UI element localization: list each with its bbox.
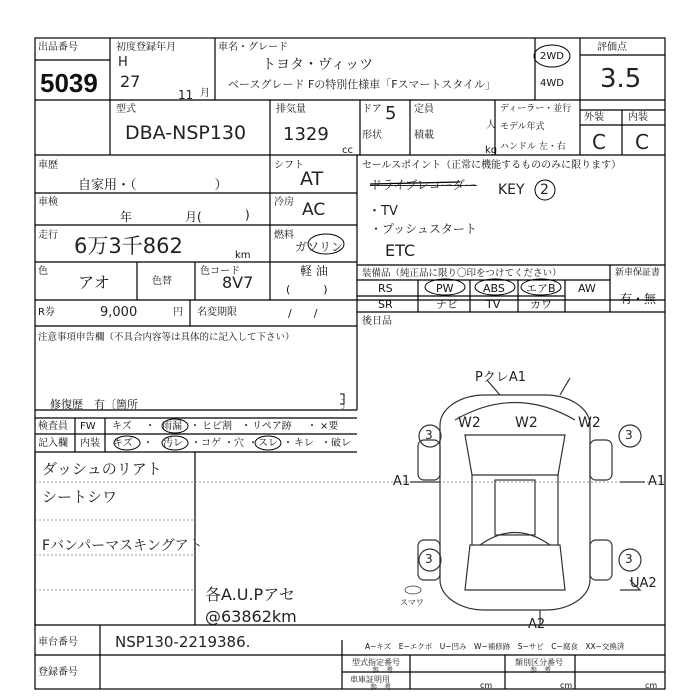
shaken-close: ) — [245, 208, 250, 222]
capacity-unit: 人 — [486, 120, 496, 131]
color-label: 色 — [38, 266, 48, 277]
first-reg-label: 初度登録年月 — [116, 42, 176, 53]
new-cert-value: 有・無 — [620, 292, 657, 306]
car-grade: ベースグレード Fの特別仕様車「Fスマートスタイル」 — [228, 78, 497, 91]
sales-key: KEY — [498, 182, 525, 198]
insp-r2-6: 穴 — [234, 438, 244, 449]
sales-key-count: 2 — [540, 182, 549, 198]
mark-3-tr: 3 — [625, 428, 633, 442]
note-1: ダッシュのリアト — [42, 460, 162, 478]
color-code-label: 色コード — [200, 266, 240, 277]
insp-r2-5: ・ — [224, 438, 234, 449]
car-name-label: 車名・グレード — [218, 42, 288, 53]
insp-r1-3: ・ — [190, 421, 200, 432]
fuel-value: ガソリン — [295, 240, 344, 254]
inspection-label2: 記入欄 — [38, 438, 68, 449]
mark-sumawa: スマワ — [400, 598, 424, 607]
cargo-label: 積載 — [414, 130, 434, 141]
mark-a1-left: A1 — [393, 474, 411, 489]
insp-r2-4: コゲ — [201, 438, 221, 449]
color-value: アオ — [78, 273, 110, 292]
eval-label: 評価点 — [597, 42, 627, 53]
model-label: 型式 — [116, 104, 136, 115]
note-3: Fバンパーマスキングアト — [42, 538, 203, 554]
type-num-label: 型式指定番号 — [352, 658, 400, 667]
insp-r1-5: ・ — [241, 421, 251, 432]
inspection-int: 内装 — [80, 438, 100, 449]
sales-tv: ・TV — [368, 204, 398, 219]
fuel-label: 燃料 — [274, 230, 294, 241]
capacity-label: 定員 — [414, 104, 434, 115]
fuel-other: ( ) — [286, 283, 328, 296]
drive-2wd: 2WD — [540, 51, 564, 62]
mark-3-br: 3 — [625, 552, 633, 566]
displacement-value: 1329 — [283, 124, 329, 145]
repair-history: 修復歴 有〔箇所 — [50, 398, 138, 411]
garage-label: 車庫証明用 — [350, 675, 390, 684]
recycle-label: R券 — [38, 307, 55, 318]
new-cert-label: 新車保証書 — [615, 268, 661, 278]
first-reg-era: H — [118, 55, 128, 70]
sales-label: セールスポイント（正常に機能するもののみに限ります） — [362, 160, 622, 171]
insp-r2-12: 破レ — [331, 438, 351, 449]
chassis-label: 車台番号 — [38, 637, 78, 648]
insp-r1-7: ・ — [307, 421, 317, 432]
insp-r1-8: ×要 — [320, 421, 339, 432]
mark-top: PクレA1 — [475, 370, 527, 385]
displacement-unit: cc — [342, 145, 353, 156]
cm-1: cm — [480, 681, 493, 690]
garage-sub: 参 考 — [370, 683, 391, 691]
equip-airbag: エアB — [526, 282, 556, 295]
int-label: 内装 — [628, 112, 648, 123]
shift-label: シフト — [274, 160, 304, 171]
recycle-unit: 円 — [173, 307, 183, 318]
insp-r1-6: リペア跡 — [252, 421, 292, 432]
note-5: @63862km — [205, 607, 297, 626]
mark-ua2: UA2 — [630, 576, 657, 591]
repair-close: 〕 — [341, 398, 352, 411]
mark-w2-right: W2 — [578, 415, 601, 431]
insp-r1-2: 雨漏 — [162, 421, 182, 432]
insp-r2-2: 汚レ — [163, 438, 183, 449]
note-2: シートシワ — [42, 488, 118, 506]
equip-leather: カワ — [530, 298, 552, 311]
insp-r2-3: ・ — [191, 438, 201, 449]
mileage-label: 走行 — [38, 230, 58, 241]
first-reg-month-unit: 月 — [200, 88, 210, 99]
sales-struck: ドライブレコーダー — [370, 178, 477, 192]
insp-r2-7: ・ — [248, 438, 258, 449]
shaken-month: 月( — [185, 210, 202, 224]
mark-w2-left: W2 — [458, 415, 481, 431]
history-label: 車歴 — [38, 160, 58, 171]
damage-legend: A−キズ E−エクボ U−凹み W−補修跡 S−サビ C−腐食 XX−交換済 — [365, 642, 625, 651]
sales-push: ・プッシュスタート — [370, 222, 477, 236]
first-reg-month: 11 — [178, 88, 194, 102]
shaken-label: 車検 — [38, 197, 58, 208]
insp-r1-1: ・ — [145, 421, 155, 432]
first-reg-year: 27 — [120, 72, 141, 91]
mark-w2-center: W2 — [515, 415, 538, 431]
ac-value: AC — [302, 200, 326, 220]
class-num-sub: 参 考 — [530, 666, 551, 674]
insp-r2-0: キズ — [113, 438, 133, 449]
shape-label: 形状 — [362, 130, 382, 141]
postdate-label: 後日品 — [362, 316, 392, 327]
notes-label: 注意事項申告欄（不具合内容等は具体的に記入して下さい） — [38, 332, 295, 343]
equip-pw: PW — [436, 282, 454, 295]
ac-label: 冷房 — [274, 197, 294, 208]
color-code: 8V7 — [222, 273, 254, 292]
insp-r1-4: ヒビ割 — [202, 421, 232, 432]
class-num-label: 類別区分番号 — [515, 658, 563, 667]
insp-r2-8: スレ — [258, 438, 278, 449]
equip-navi: ナビ — [436, 298, 458, 311]
lot-number: 5039 — [40, 68, 98, 98]
mark-a2: A2 — [528, 617, 546, 632]
doors-label: ドア — [362, 104, 382, 115]
ext-value: C — [592, 130, 606, 154]
int-value: C — [635, 130, 649, 154]
model-year-label: モデル年式 — [500, 122, 545, 132]
name-change-value: / / — [288, 307, 318, 320]
history-value: 自家用・（ ） — [78, 178, 228, 193]
insp-r2-1: ・ — [143, 438, 153, 449]
mark-a1-right: A1 — [648, 474, 666, 489]
model-value: DBA-NSP130 — [125, 122, 247, 144]
insp-r2-11: ・ — [321, 438, 331, 449]
insp-r2-10: キレ — [294, 438, 314, 449]
mark-3-bl: 3 — [425, 552, 433, 566]
equip-sr: SR — [378, 298, 393, 311]
chassis-value: NSP130-2219386. — [115, 633, 251, 651]
note-4: 各A.U.Pアセ — [205, 585, 296, 604]
color-change-label: 色替 — [152, 276, 172, 287]
mark-3-tl: 3 — [425, 428, 433, 442]
drive-4wd: 4WD — [540, 78, 564, 89]
equip-aw: AW — [578, 282, 596, 295]
cm-3: cm — [645, 681, 658, 690]
insp-r1-0: キズ — [112, 421, 132, 432]
mileage-unit: km — [235, 250, 251, 261]
sales-etc: ETC — [385, 241, 416, 260]
lot-label: 出品番号 — [38, 42, 78, 53]
equip-abs: ABS — [483, 282, 505, 295]
displacement-label: 排気量 — [276, 104, 306, 115]
shift-value: AT — [300, 168, 324, 190]
cm-2: cm — [560, 681, 573, 690]
cargo-unit: kg — [485, 145, 498, 156]
mileage-value: 6万3千862 — [74, 234, 183, 258]
handle-label: ハンドル 左・右 — [500, 142, 566, 152]
inspection-fw: FW — [80, 421, 96, 432]
fuel-diesel: 軽 油 — [300, 264, 328, 278]
equip-label: 装備品（純正品に限り〇印をつけてください） — [362, 268, 562, 279]
shaken-year: 年 — [120, 210, 133, 224]
doors-value: 5 — [385, 103, 397, 124]
insp-r2-9: ・ — [283, 438, 293, 449]
car-maker-model: トヨタ・ヴィッツ — [262, 57, 374, 73]
reg-num-label: 登録番号 — [38, 667, 78, 678]
ext-label: 外装 — [584, 112, 604, 123]
equip-tv: TV — [486, 298, 501, 311]
inspection-label: 検査員 — [38, 421, 68, 432]
name-change-label: 名変期限 — [197, 307, 237, 318]
equip-rs: RS — [378, 282, 393, 295]
type-num-sub: 参 考 — [372, 666, 393, 674]
dealer-label: ディーラー・並行 — [500, 104, 572, 114]
recycle-value: 9,000 — [100, 305, 138, 320]
eval-value: 3.5 — [600, 64, 642, 94]
